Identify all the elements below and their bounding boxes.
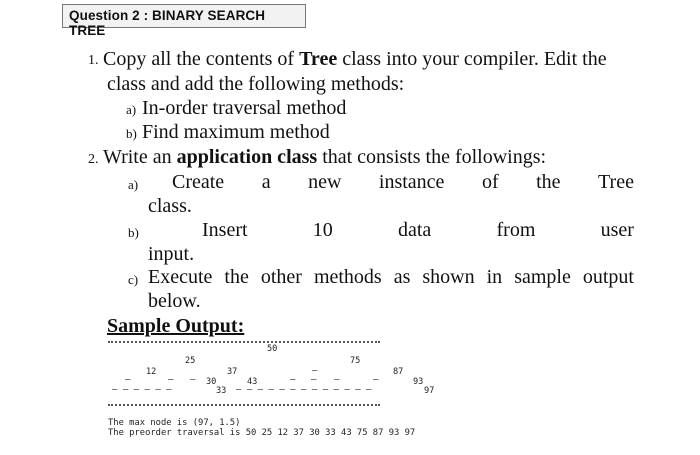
question-title: Question 2 : BINARY SEARCH TREE	[69, 8, 266, 38]
dotted-separator-top	[108, 341, 380, 343]
tree-node: 33	[216, 386, 227, 396]
item-1a-text: In-order traversal method	[142, 97, 347, 119]
empty-slot-dash: –	[312, 366, 318, 376]
empty-slot-dash: –	[168, 375, 174, 385]
empty-slot-dash: –	[373, 375, 379, 385]
item-2a-label: a)	[128, 177, 139, 192]
empty-slot-dash: – – – – – –	[112, 385, 172, 395]
max-node-output: The max node is (97, 1.5)	[108, 418, 241, 428]
tree-class-name: Tree	[299, 48, 338, 70]
item-2c-line: Execute the other methods as shown in sample output	[148, 266, 634, 288]
item-2c-label: c)	[128, 272, 139, 287]
item-1b-label: b)	[126, 126, 137, 141]
empty-slot-dash: –	[311, 375, 317, 385]
tree-node: 43	[247, 377, 258, 387]
tree-node: 30	[206, 377, 217, 387]
sample-output-title: Sample Output:	[107, 315, 245, 337]
tree-node: 87	[393, 367, 404, 377]
item-1a-label: a)	[126, 102, 137, 117]
item-2a-line: Create a new instance of the Tree	[172, 171, 634, 193]
application-class-term: application class	[176, 146, 318, 168]
item-2c-continuation: below.	[148, 290, 201, 312]
tree-node: 97	[424, 386, 435, 396]
question-header	[62, 4, 306, 38]
empty-slot-dash: –	[125, 375, 131, 385]
item-2a-continuation: class.	[148, 195, 192, 217]
item-2b-label: b)	[128, 225, 139, 240]
tree-node: 37	[227, 367, 238, 377]
item-1b-text: Find maximum method	[142, 121, 330, 143]
empty-slot-dash: –	[290, 375, 296, 385]
item-2b-continuation: input.	[148, 243, 195, 265]
item-2-number: 2.	[88, 152, 99, 167]
item-1-number: 1.	[88, 53, 99, 68]
empty-slot-dash: –	[334, 375, 340, 385]
item-1-line-2: class and add the following methods:	[107, 73, 405, 95]
tree-node: 12	[146, 367, 157, 377]
empty-slot-dash: – – – – – – – – – – – – –	[236, 385, 372, 395]
dotted-separator-bottom	[108, 404, 380, 406]
tree-node: 93	[413, 377, 424, 387]
item-1-line-1: Copy all the contents of Tree class into your compiler. Edit the	[103, 48, 607, 70]
preorder-output: The preorder traversal is 50 25 12 37 30 33 43 75 87 93 97	[108, 428, 416, 438]
item-2-line: Write an application class that consists the followings:	[103, 146, 547, 168]
empty-slot-dash: –	[190, 375, 196, 385]
tree-node: 25	[185, 356, 196, 366]
tree-node: 75	[350, 356, 361, 366]
tree-node: 50	[267, 344, 278, 354]
item-2b-line: Insert 10 data from user	[202, 219, 634, 241]
